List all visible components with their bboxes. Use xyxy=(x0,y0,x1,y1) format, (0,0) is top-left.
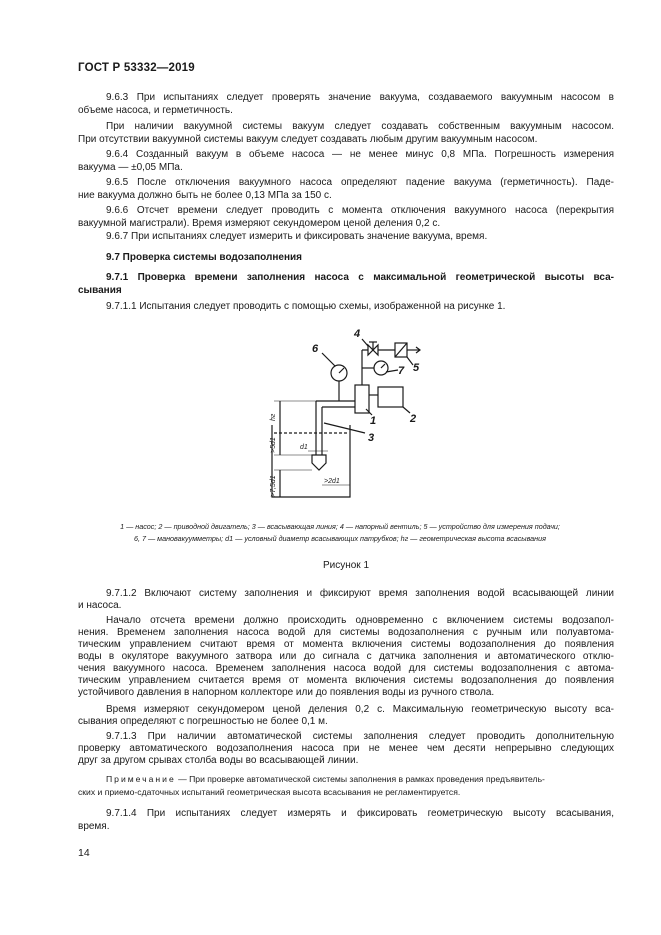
standard-header: ГОСТ Р 53332—2019 xyxy=(78,62,195,74)
figure-caption-line: 6, 7 — мановакуумметры; d1 — условный диаметр всасывающих патрубков; hг — геометрическая высота всасывания xyxy=(134,534,546,543)
text-line: вакуумной магистрали). Время измеряют секундомером ценой деления 0,2 с. xyxy=(78,218,441,229)
text-line: вакуума — ±0,05 МПа. xyxy=(78,162,183,173)
label-7: 7 xyxy=(398,365,405,377)
text-line: проверку автоматического водозаполнения насоса при не менее чем десяти непрерывно следующих xyxy=(78,743,614,754)
subsection-heading: сывания xyxy=(78,285,122,296)
text-line: При наличии вакуумной системы вакуум следует создавать собственным вакуумным насосом. xyxy=(106,121,614,132)
text-line: тическим управлением считается время от момента включения системы водозаполнения до появления xyxy=(78,675,614,686)
text-line: сывания определяют с погрешностью не более 0,1 м. xyxy=(78,716,328,727)
label-2: 2 xyxy=(410,413,417,425)
text-line: объеме насоса, и герметичность. xyxy=(78,105,233,116)
text-line: 9.6.5 После отключения вакуумного насоса определяют падение вакуума (герметичность). Паде- xyxy=(106,177,614,188)
text-line: нения. Временем заполнения насоса водой для системы водозаполнения с ручным или полуавтома- xyxy=(78,627,614,638)
subsection-heading: 9.7.1 Проверка времени заполнения насоса с максимальной геометрической высоты вса- xyxy=(106,272,614,283)
text-line: 9.6.6 Отсчет времени следует проводить с момента отключения вакуумного насоса (перекрытия xyxy=(106,205,614,216)
text-line: При отсутствии вакуумной системы вакуум следует создавать любым другим вакуумным насосом. xyxy=(78,134,538,145)
label-6: 6 xyxy=(312,343,319,355)
figure-caption-line: 1 — насос; 2 — приводной двигатель; 3 — всасывающая линия; 4 — напорный вентиль; 5 — устройство для измерения подачи; xyxy=(120,522,560,531)
text-line: время. xyxy=(78,821,110,832)
note-line: ских и приемо-сдаточных испытаний геометрическая высота всасывания не регламентируется. xyxy=(78,787,461,797)
note-text: — При проверке автоматической системы заполнения в рамках проведения предъявитель- xyxy=(175,774,545,784)
text-line: 9.7.1.3 При наличии автоматической системы заполнения следует проводить дополнительную xyxy=(106,731,614,742)
label-5: 5 xyxy=(413,362,420,374)
text-line: 9.7.1.1 Испытания следует проводить с помощью схемы, изображенной на рисунке 1. xyxy=(106,301,506,312)
text-line: 9.6.4 Созданный вакуум в объеме насоса — не менее минус 0,8 МПа. Погрешность измерения xyxy=(106,149,614,160)
text-line: 9.7.1.2 Включают систему заполнения и фиксируют время заполнения водой всасывающей линии xyxy=(106,588,614,599)
text-line: и насоса. xyxy=(78,600,122,611)
text-line: 9.6.3 При испытаниях следует проверять значение вакуума, создаваемого вакуумным насосом в xyxy=(106,92,614,103)
dim-2d1: >2d1 xyxy=(324,478,340,485)
figure-1-schematic xyxy=(250,325,440,505)
dim-5d1: >5d1 xyxy=(270,437,277,453)
text-line: тическим управлением считают время от момента включения системы водозаполнения до появления xyxy=(78,639,614,650)
label-4: 4 xyxy=(354,328,361,340)
note-label: Примечание xyxy=(106,774,176,784)
text-line: 9.6.7 При испытаниях следует измерить и фиксировать значение вакуума, время. xyxy=(106,231,488,242)
text-line: друг за другом срывах столба воды во всасывающей линии. xyxy=(78,755,359,766)
text-line: воды в окуляторе вакуумного затвора или до сигнала с датчика заполнения и автоматического отклю- xyxy=(78,651,614,662)
text-line: чения вакуумного насоса. Временем заполнения насоса водой для системы водозаполнения с автома- xyxy=(78,663,614,674)
page-number: 14 xyxy=(78,847,90,859)
section-heading: 9.7 Проверка системы водозаполнения xyxy=(106,252,303,263)
dim-d1: d1 xyxy=(300,444,308,451)
text-line: 9.7.1.4 При испытаниях следует измерять и фиксировать геометрическую высоту всасывания, xyxy=(106,808,614,819)
dim-hg: hг xyxy=(270,413,277,421)
text-line: Начало отсчета времени должно происходить одновременно с включением системы водозапол- xyxy=(106,615,614,626)
text-line: устойчивого давления в напорном коллекторе или до появления воды из ручного ствола. xyxy=(78,687,495,698)
label-1: 1 xyxy=(370,415,377,427)
figure-title: Рисунок 1 xyxy=(322,560,370,571)
note-line xyxy=(78,773,614,785)
dim-7-5d1: >7,5d1 xyxy=(270,475,277,497)
label-3: 3 xyxy=(368,432,375,444)
text-line: Время измеряют секундомером ценой деления 0,2 с. Максимальную геометрическую высоту вса- xyxy=(106,704,614,715)
text-line: ние вакуума должно быть не более 0,13 МПа за 150 с. xyxy=(78,190,332,201)
